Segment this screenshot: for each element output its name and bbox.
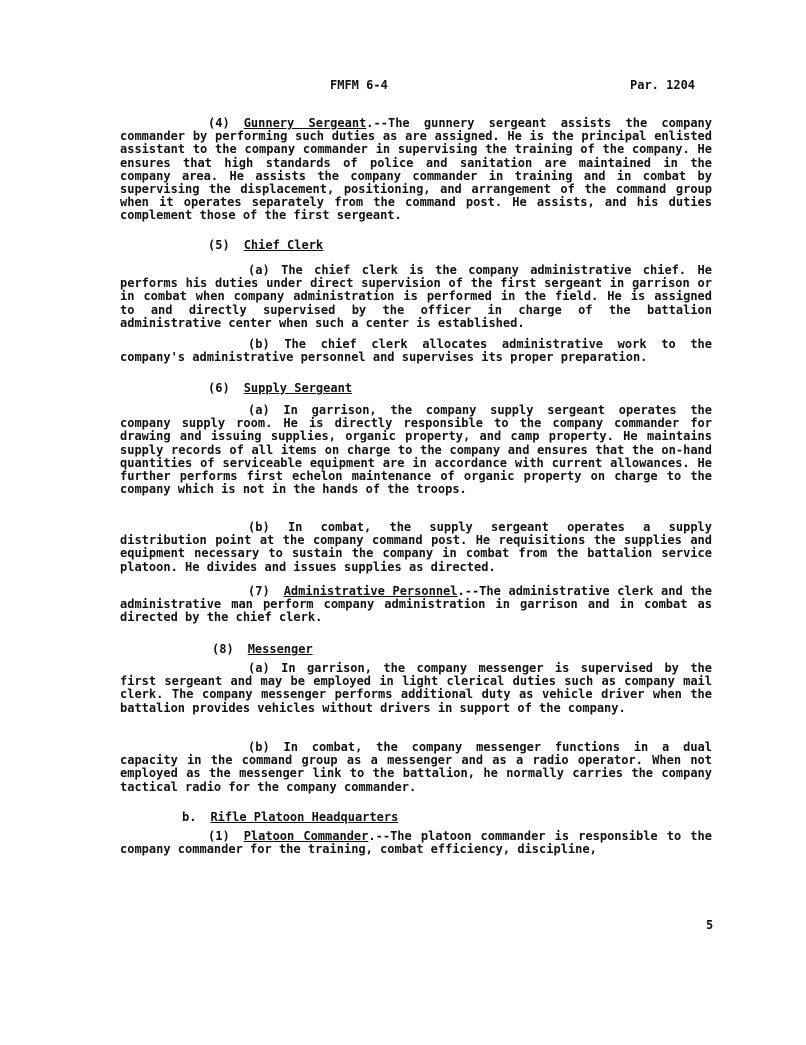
paragraph-text: .--The gunnery sergeant assists the company commander by performing such duties as are assigned. He is the principal enlisted assistant to the company commander in supervising the training of the company. He ensures that high standards of police and sanitation are maintained in the company area. He assists the company commander in training and in combat by supervising the displacement, positioning, and arrangement of the command group when it operates separately from the command post. He assists, and his duties complement those of the first sergeant. xyxy=(120,116,712,223)
heading-title: Chief Clerk xyxy=(243,238,324,252)
paragraph-title: Platoon Commander xyxy=(243,829,369,843)
heading-title: Messenger xyxy=(247,642,313,656)
paragraph-text: .--The administrative clerk and the administrative man perform company administration in garrison and in combat as directed by the chief clerk. xyxy=(120,584,712,625)
paragraph-chief-clerk-b: (b) The chief clerk allocates administrative work to the company's administrative personnel and supervises its proper preparation. xyxy=(120,337,712,365)
paragraph-platoon-commander xyxy=(120,830,712,856)
heading-supply-sergeant xyxy=(208,381,352,395)
paragraph-number: (7) xyxy=(248,584,270,598)
paragraph-chief-clerk-a: (a) The chief clerk is the company administrative chief. He performs his duties under direct supervision of the first sergeant in garrison or in combat when company administration is performed in the field. He is assigned to and directly supervised by the officer in charge of the battalion administrative center when such a center is established. xyxy=(120,263,712,330)
heading-number: (6) xyxy=(208,381,230,395)
heading-number: (8) xyxy=(212,642,234,656)
heading-number: (5) xyxy=(208,238,230,252)
paragraph-messenger-b: (b) In combat, the company messenger functions in a dual capacity in the command group as a messenger and as a radio operator. When not employed as the messenger link to the battalion, he normally carries the company tactical radio for the company commander. xyxy=(120,740,712,794)
heading-chief-clerk xyxy=(208,238,323,252)
paragraph-messenger-a: (a) In garrison, the company messenger is supervised by the first sergeant and may be employed in light clerical duties such as company mail clerk. The company messenger performs additional duty as vehicle driver when the battalion provides vehicles without drivers in support of the company. xyxy=(120,661,712,715)
paragraph-supply-a: (a) In garrison, the company supply sergeant operates the company supply room. He is directly responsible to the company commander for drawing and issuing supplies, organic property, and camp property. He maintains supply records of all items on charge to the company and ensures that the on-hand quantities of serviceable equipment are in accordance with current allowances. He further performs first echelon maintenance of organic property on charge to the company which is not in the hands of the troops. xyxy=(120,403,712,497)
heading-messenger xyxy=(212,642,313,656)
document-title: FMFM 6-4 xyxy=(330,78,388,92)
heading-number: b. xyxy=(182,810,197,824)
heading-rifle-platoon-headquarters xyxy=(182,810,398,824)
paragraph-title: Gunnery Sergeant xyxy=(243,116,367,130)
page-number: 5 xyxy=(706,918,714,932)
paragraph-title: Administrative Personnel xyxy=(283,584,458,598)
heading-title: Supply Sergeant xyxy=(243,381,353,395)
paragraph-number: (1) xyxy=(208,829,230,843)
paragraph-reference: Par. 1204 xyxy=(630,78,696,92)
paragraph-number: (4) xyxy=(208,116,230,130)
paragraph-supply-b: (b) In combat, the supply sergeant operates a supply distribution point at the company command post. He requisitions the supplies and equipment necessary to sustain the company in combat from the battalion service platoon. He divides and issues supplies as directed. xyxy=(120,520,712,574)
paragraph-text: .--The platoon commander is responsible to the company commander for the training, combat efficiency, discipline, xyxy=(120,829,712,857)
paragraph-gunnery-sergeant xyxy=(120,117,712,223)
paragraph-administrative-personnel xyxy=(120,585,712,625)
heading-title: Rifle Platoon Headquarters xyxy=(210,810,399,824)
